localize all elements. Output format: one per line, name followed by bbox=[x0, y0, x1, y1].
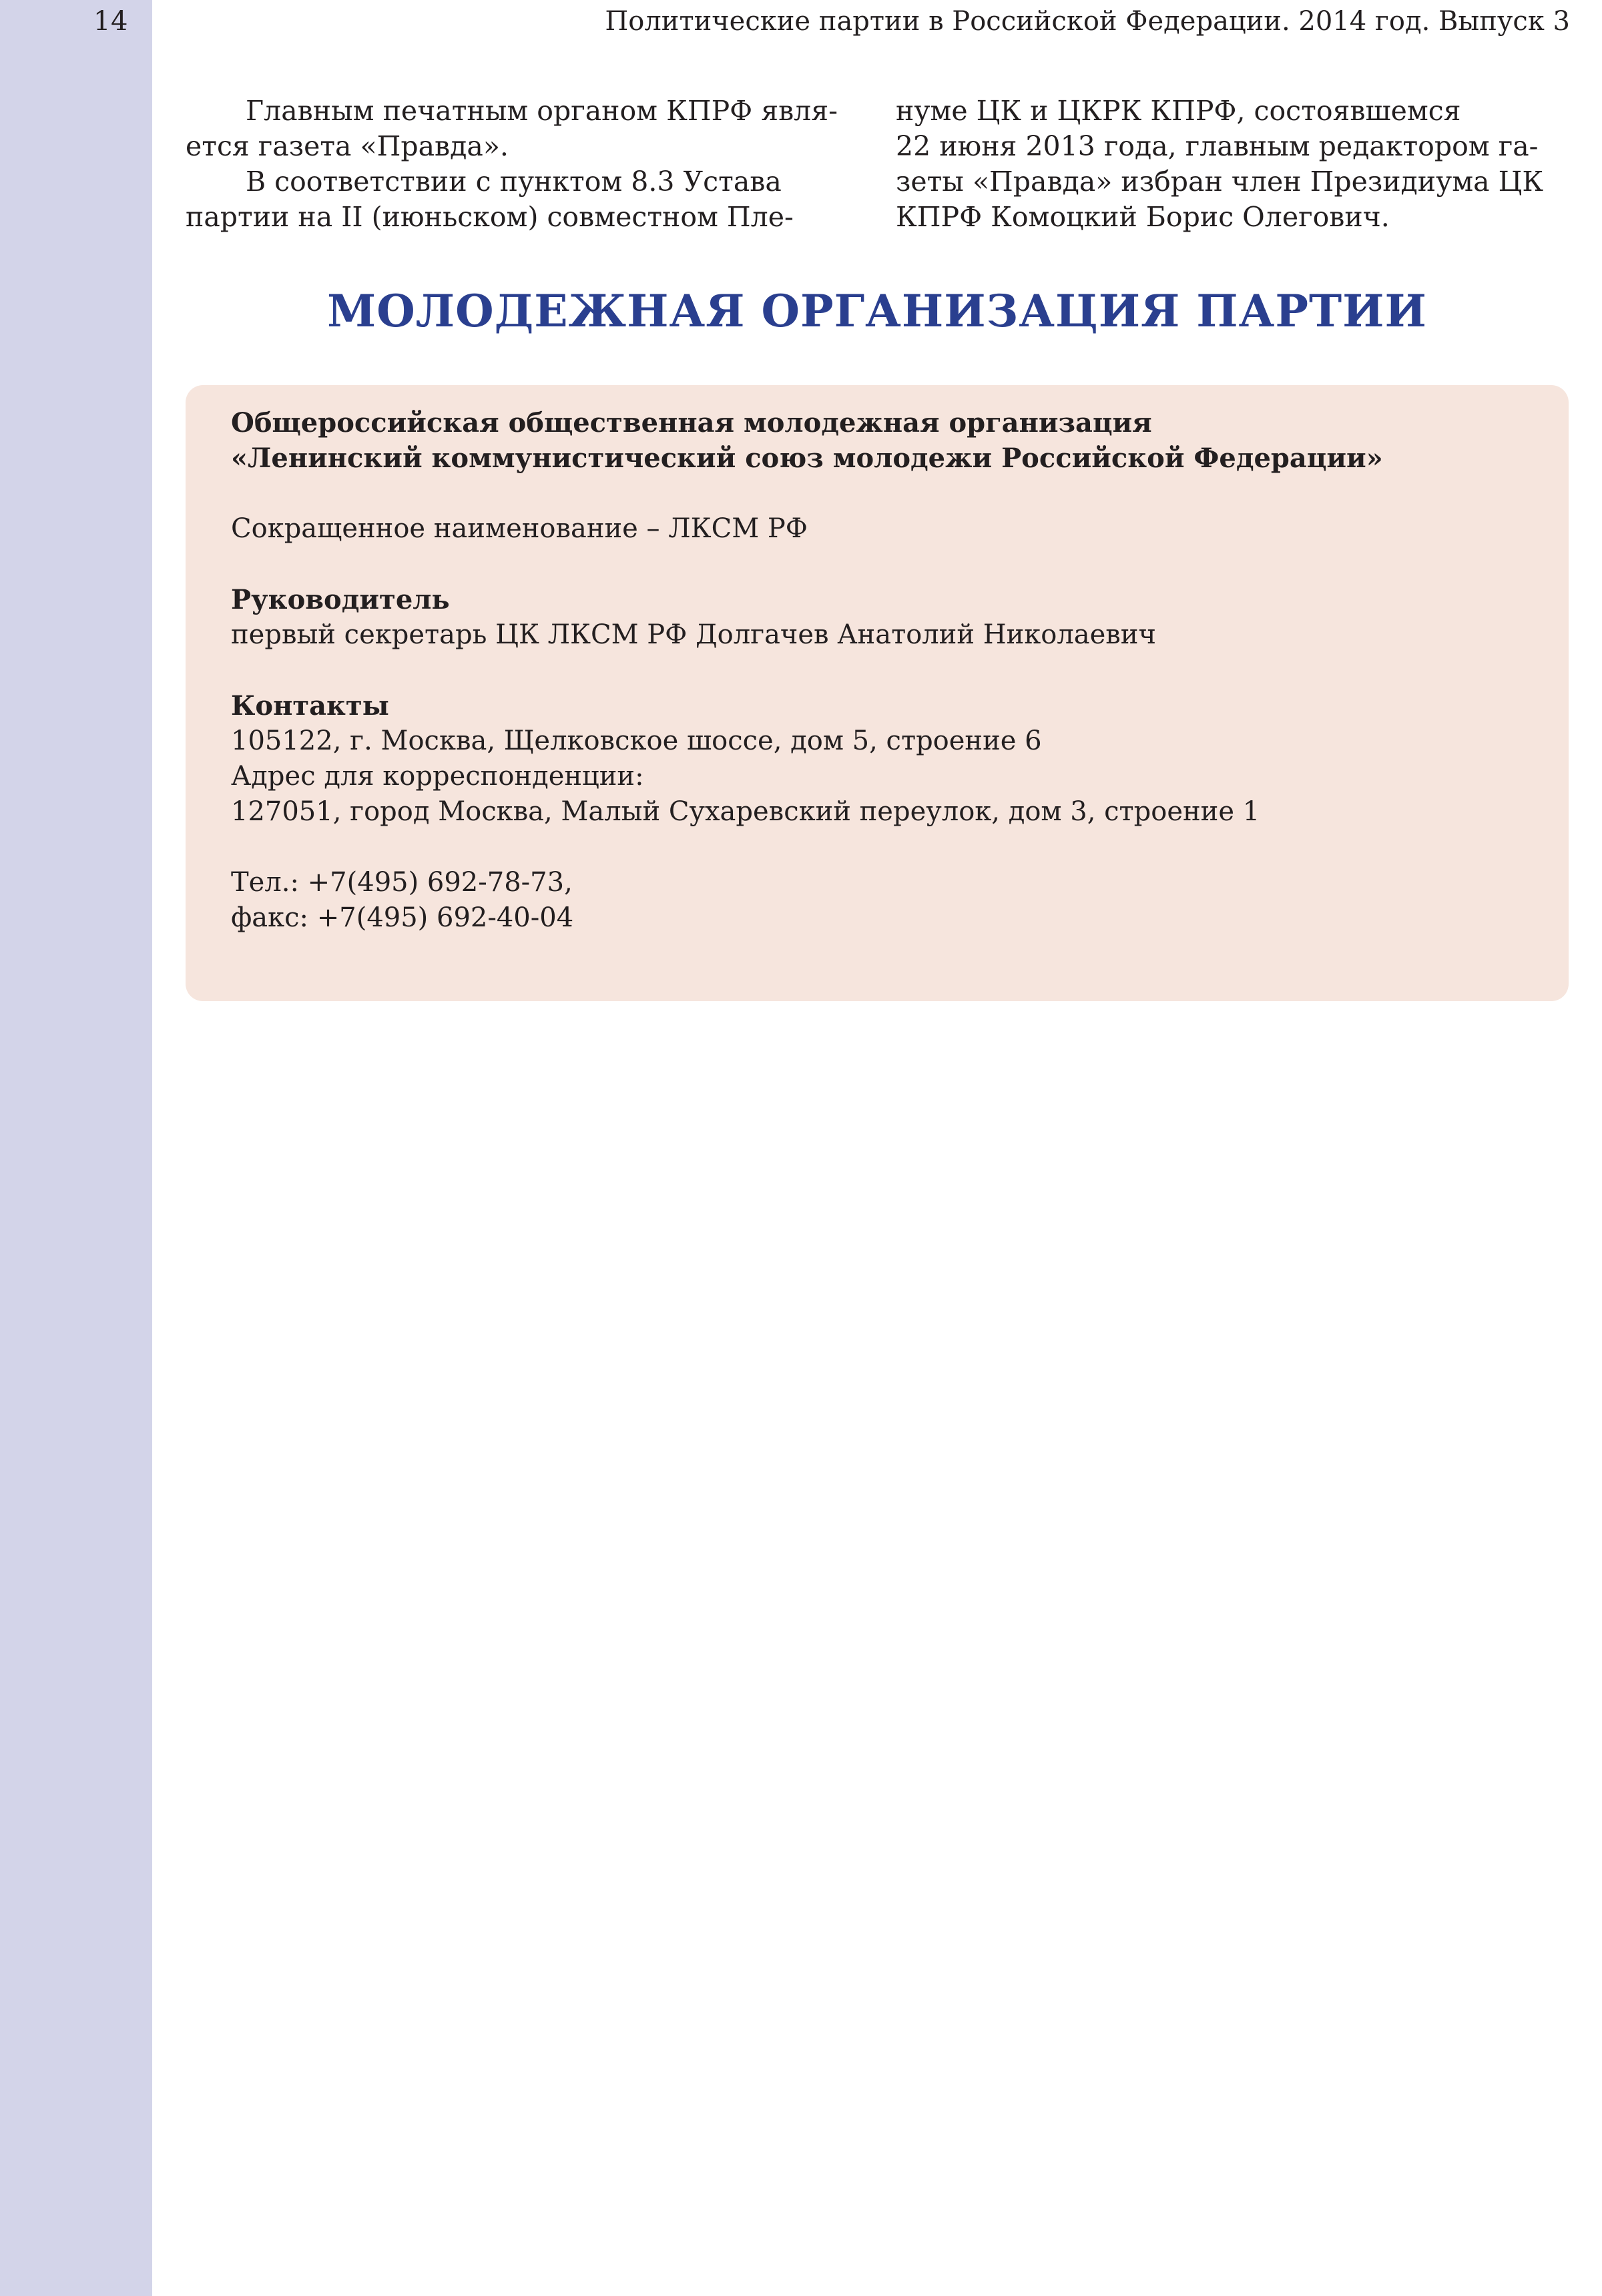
text-line: Главным печатным органом КПРФ явля- bbox=[246, 95, 838, 127]
running-header: Политические партии в Российской Федерации. 2014 год. Выпуск 3 bbox=[605, 6, 1570, 37]
text-line: В соответствии с пунктом 8.3 Устава bbox=[246, 166, 782, 198]
organization-info-card bbox=[186, 385, 1569, 1001]
leader-label: Руководитель bbox=[231, 584, 450, 615]
left-column bbox=[186, 93, 858, 235]
leader-value: первый секретарь ЦК ЛКСМ РФ Долгачев Анатолий Николаевич bbox=[231, 619, 1156, 650]
text-line: КПРФ Комоцкий Борис Олегович. bbox=[896, 201, 1390, 233]
text-line: зеты «Правда» избран член Президиума ЦК bbox=[896, 166, 1544, 198]
contacts-label: Контакты bbox=[231, 690, 389, 722]
org-name-line-2: «Ленинский коммунистический союз молодежи Российской Федерации» bbox=[231, 443, 1383, 474]
spacer bbox=[231, 653, 1523, 688]
paragraph-charter-continued bbox=[896, 93, 1569, 235]
spacer bbox=[231, 830, 1523, 865]
paragraph-newspaper bbox=[186, 93, 858, 164]
short-name: Сокращенное наименование – ЛКСМ РФ bbox=[231, 513, 808, 544]
right-column bbox=[896, 93, 1569, 235]
spacer bbox=[231, 476, 1523, 511]
two-column-body bbox=[186, 93, 1569, 235]
text-line: ется газета «Правда». bbox=[186, 130, 509, 162]
text-line: партии на II (июньском) совместном Пле- bbox=[186, 201, 794, 233]
spacer bbox=[231, 547, 1523, 582]
org-name-line-1: Общероссийская общественная молодежная организация bbox=[231, 407, 1152, 439]
address: 105122, г. Москва, Щелковское шоссе, дом 5, строение 6 bbox=[231, 726, 1042, 756]
paragraph-charter bbox=[186, 164, 858, 235]
page-number: 14 bbox=[93, 6, 128, 37]
mail-address-label: Адрес для корреспонденции: bbox=[231, 761, 644, 792]
text-line: 22 июня 2013 года, главным редактором га- bbox=[896, 130, 1539, 162]
fax: факс: +7(495) 692-40-04 bbox=[231, 902, 574, 933]
text-line: нуме ЦК и ЦКРК КПРФ, состоявшемся bbox=[896, 95, 1461, 127]
phone: Тел.: +7(495) 692-78-73, bbox=[231, 867, 573, 898]
section-title: МОЛОДЕЖНАЯ ОРГАНИЗАЦИЯ ПАРТИИ bbox=[327, 285, 1427, 337]
mail-address: 127051, город Москва, Малый Сухаревский переулок, дом 3, строение 1 bbox=[231, 796, 1260, 827]
left-margin-strip bbox=[0, 0, 152, 2296]
